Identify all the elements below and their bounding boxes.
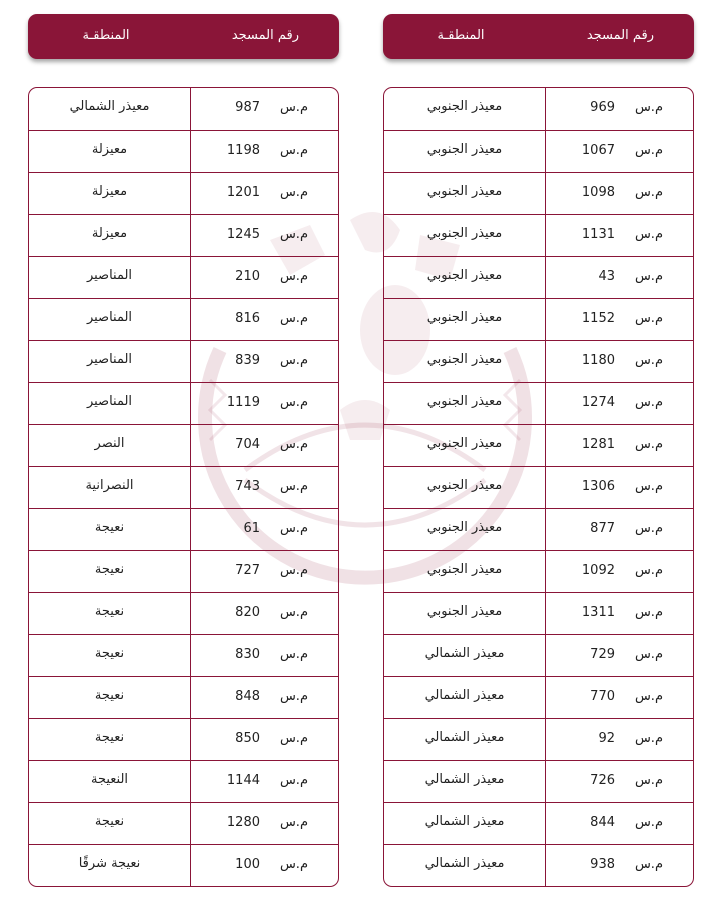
mosque-number: 743 (235, 479, 260, 494)
mosque-number: 43 (598, 269, 615, 284)
right-table (383, 87, 694, 887)
mosque-number: 1180 (581, 353, 615, 368)
mosque-prefix: م.س (279, 605, 308, 620)
area-name: معيذر الشمالي (424, 730, 505, 745)
area-name: نعيجة (94, 520, 125, 535)
area-name: نعيجة (94, 604, 125, 619)
table-row (29, 298, 338, 340)
mosque-number: 987 (235, 100, 260, 115)
table-row (29, 466, 338, 508)
mosque-number: 1306 (581, 479, 615, 494)
mosque-number: 830 (235, 647, 260, 662)
mosque-prefix: م.س (634, 395, 663, 410)
table-row (29, 592, 338, 634)
mosque-number: 727 (235, 563, 260, 578)
table-row (384, 298, 693, 340)
table-row (384, 592, 693, 634)
mosque-number: 1281 (581, 437, 615, 452)
area-name: معيذر الجنوبي (426, 604, 503, 619)
area-name: نعيجة شرقًا (78, 856, 141, 871)
header-area: المنطقـة (437, 28, 485, 43)
header-mosque-number: رقم المسجد (231, 28, 299, 43)
mosque-prefix: م.س (279, 227, 308, 242)
mosque-number: 729 (590, 647, 615, 662)
table-row (29, 130, 338, 172)
table-row (384, 508, 693, 550)
mosque-number: 1119 (226, 395, 260, 410)
mosque-number: 844 (590, 815, 615, 830)
area-name: معيذر الجنوبي (426, 310, 503, 325)
table-row (384, 802, 693, 844)
mosque-number: 770 (590, 689, 615, 704)
mosque-number: 92 (598, 731, 615, 746)
table-row (384, 676, 693, 718)
mosque-prefix: م.س (634, 857, 663, 872)
area-name: المناصير (86, 310, 133, 325)
mosque-number: 1131 (581, 227, 615, 242)
mosque-number: 704 (235, 437, 260, 452)
mosque-prefix: م.س (279, 563, 308, 578)
mosque-prefix: م.س (279, 269, 308, 284)
mosque-prefix: م.س (279, 479, 308, 494)
area-name: معيذر الجنوبي (426, 520, 503, 535)
table-row (384, 466, 693, 508)
table-row (29, 508, 338, 550)
mosque-number: 969 (590, 100, 615, 115)
table-row (29, 718, 338, 760)
table-row (384, 424, 693, 466)
mosque-prefix: م.س (279, 395, 308, 410)
area-name: معيذر الجنوبي (426, 352, 503, 367)
mosque-prefix: م.س (279, 773, 308, 788)
area-name: معيزلة (91, 142, 128, 157)
mosque-prefix: م.س (634, 521, 663, 536)
table-row (384, 130, 693, 172)
mosque-number: 61 (243, 521, 260, 536)
table-row (384, 634, 693, 676)
table-row (384, 256, 693, 298)
mosque-prefix: م.س (634, 311, 663, 326)
mosque-prefix: م.س (634, 479, 663, 494)
table-row (384, 214, 693, 256)
table-row (29, 802, 338, 844)
mosque-number: 1274 (581, 395, 615, 410)
area-name: معيزلة (91, 226, 128, 241)
right-table-header (383, 14, 694, 59)
area-name: معيذر الجنوبي (426, 184, 503, 199)
table-row (384, 88, 693, 130)
mosque-prefix: م.س (634, 437, 663, 452)
mosque-number: 1144 (226, 773, 260, 788)
area-name: نعيجة (94, 688, 125, 703)
mosque-number: 1092 (581, 563, 615, 578)
area-name: المناصير (86, 394, 133, 409)
table-row (29, 676, 338, 718)
area-name: معيذر الشمالي (424, 856, 505, 871)
mosque-prefix: م.س (279, 815, 308, 830)
mosque-prefix: م.س (279, 521, 308, 536)
table-row (29, 382, 338, 424)
area-name: النصرانية (85, 478, 134, 493)
header-mosque-number: رقم المسجد (586, 28, 654, 43)
mosque-prefix: م.س (634, 815, 663, 830)
mosque-number: 1245 (226, 227, 260, 242)
table-row (384, 382, 693, 424)
table-row (29, 172, 338, 214)
mosque-prefix: م.س (634, 605, 663, 620)
mosque-prefix: م.س (279, 311, 308, 326)
area-name: معيذر الجنوبي (426, 436, 503, 451)
area-name: معيذر الشمالي (424, 814, 505, 829)
mosque-prefix: م.س (279, 353, 308, 368)
mosque-number: 1098 (581, 185, 615, 200)
mosque-number: 726 (590, 773, 615, 788)
table-row (29, 340, 338, 382)
mosque-prefix: م.س (634, 100, 663, 115)
table-row (384, 550, 693, 592)
mosque-number: 210 (235, 269, 260, 284)
table-row (384, 172, 693, 214)
area-name: النعيجة (90, 772, 129, 787)
area-name: معيذر الشمالي (424, 772, 505, 787)
mosque-number: 850 (235, 731, 260, 746)
area-name: النصر (94, 436, 125, 451)
table-row (29, 424, 338, 466)
table-row (29, 844, 338, 886)
mosque-number: 1280 (226, 815, 260, 830)
mosque-prefix: م.س (634, 731, 663, 746)
area-name: معيزلة (91, 184, 128, 199)
area-name: معيذر الشمالي (424, 688, 505, 703)
area-name: نعيجة (94, 730, 125, 745)
table-row (384, 844, 693, 886)
mosque-prefix: م.س (634, 563, 663, 578)
mosque-prefix: م.س (279, 731, 308, 746)
header-area: المنطقـة (82, 28, 130, 43)
area-name: نعيجة (94, 814, 125, 829)
mosque-prefix: م.س (279, 185, 308, 200)
area-name: معيذر الشمالي (69, 99, 150, 114)
table-row (384, 718, 693, 760)
mosque-number: 1067 (581, 143, 615, 158)
area-name: معيذر الجنوبي (426, 142, 503, 157)
mosque-number: 839 (235, 353, 260, 368)
area-name: المناصير (86, 268, 133, 283)
mosque-prefix: م.س (634, 269, 663, 284)
mosque-prefix: م.س (634, 689, 663, 704)
mosque-prefix: م.س (279, 437, 308, 452)
table-row (29, 214, 338, 256)
mosque-number: 1152 (581, 311, 615, 326)
area-name: معيذر الشمالي (424, 646, 505, 661)
area-name: المناصير (86, 352, 133, 367)
area-name: معيذر الجنوبي (426, 478, 503, 493)
mosque-prefix: م.س (634, 647, 663, 662)
mosque-prefix: م.س (634, 227, 663, 242)
area-name: نعيجة (94, 562, 125, 577)
mosque-number: 1201 (226, 185, 260, 200)
area-name: معيذر الجنوبي (426, 562, 503, 577)
area-name: معيذر الجنوبي (426, 226, 503, 241)
table-row (384, 760, 693, 802)
mosque-number: 938 (590, 857, 615, 872)
mosque-number: 820 (235, 605, 260, 620)
table-row (29, 550, 338, 592)
table-row (29, 760, 338, 802)
table-row (384, 340, 693, 382)
mosque-prefix: م.س (279, 857, 308, 872)
mosque-prefix: م.س (279, 647, 308, 662)
area-name: نعيجة (94, 646, 125, 661)
mosque-number: 816 (235, 311, 260, 326)
area-name: معيذر الجنوبي (426, 394, 503, 409)
mosque-prefix: م.س (634, 185, 663, 200)
mosque-number: 100 (235, 857, 260, 872)
area-name: معيذر الجنوبي (426, 99, 503, 114)
mosque-prefix: م.س (279, 143, 308, 158)
mosque-prefix: م.س (634, 773, 663, 788)
mosque-number: 1311 (581, 605, 615, 620)
mosque-prefix: م.س (279, 100, 308, 115)
mosque-number: 848 (235, 689, 260, 704)
mosque-number: 877 (590, 521, 615, 536)
table-row (29, 634, 338, 676)
table-row (29, 256, 338, 298)
mosque-prefix: م.س (634, 143, 663, 158)
left-table-header (28, 14, 339, 59)
table-row (29, 88, 338, 130)
area-name: معيذر الجنوبي (426, 268, 503, 283)
mosque-prefix: م.س (634, 353, 663, 368)
mosque-prefix: م.س (279, 689, 308, 704)
mosque-number: 1198 (226, 143, 260, 158)
left-table (28, 87, 339, 887)
